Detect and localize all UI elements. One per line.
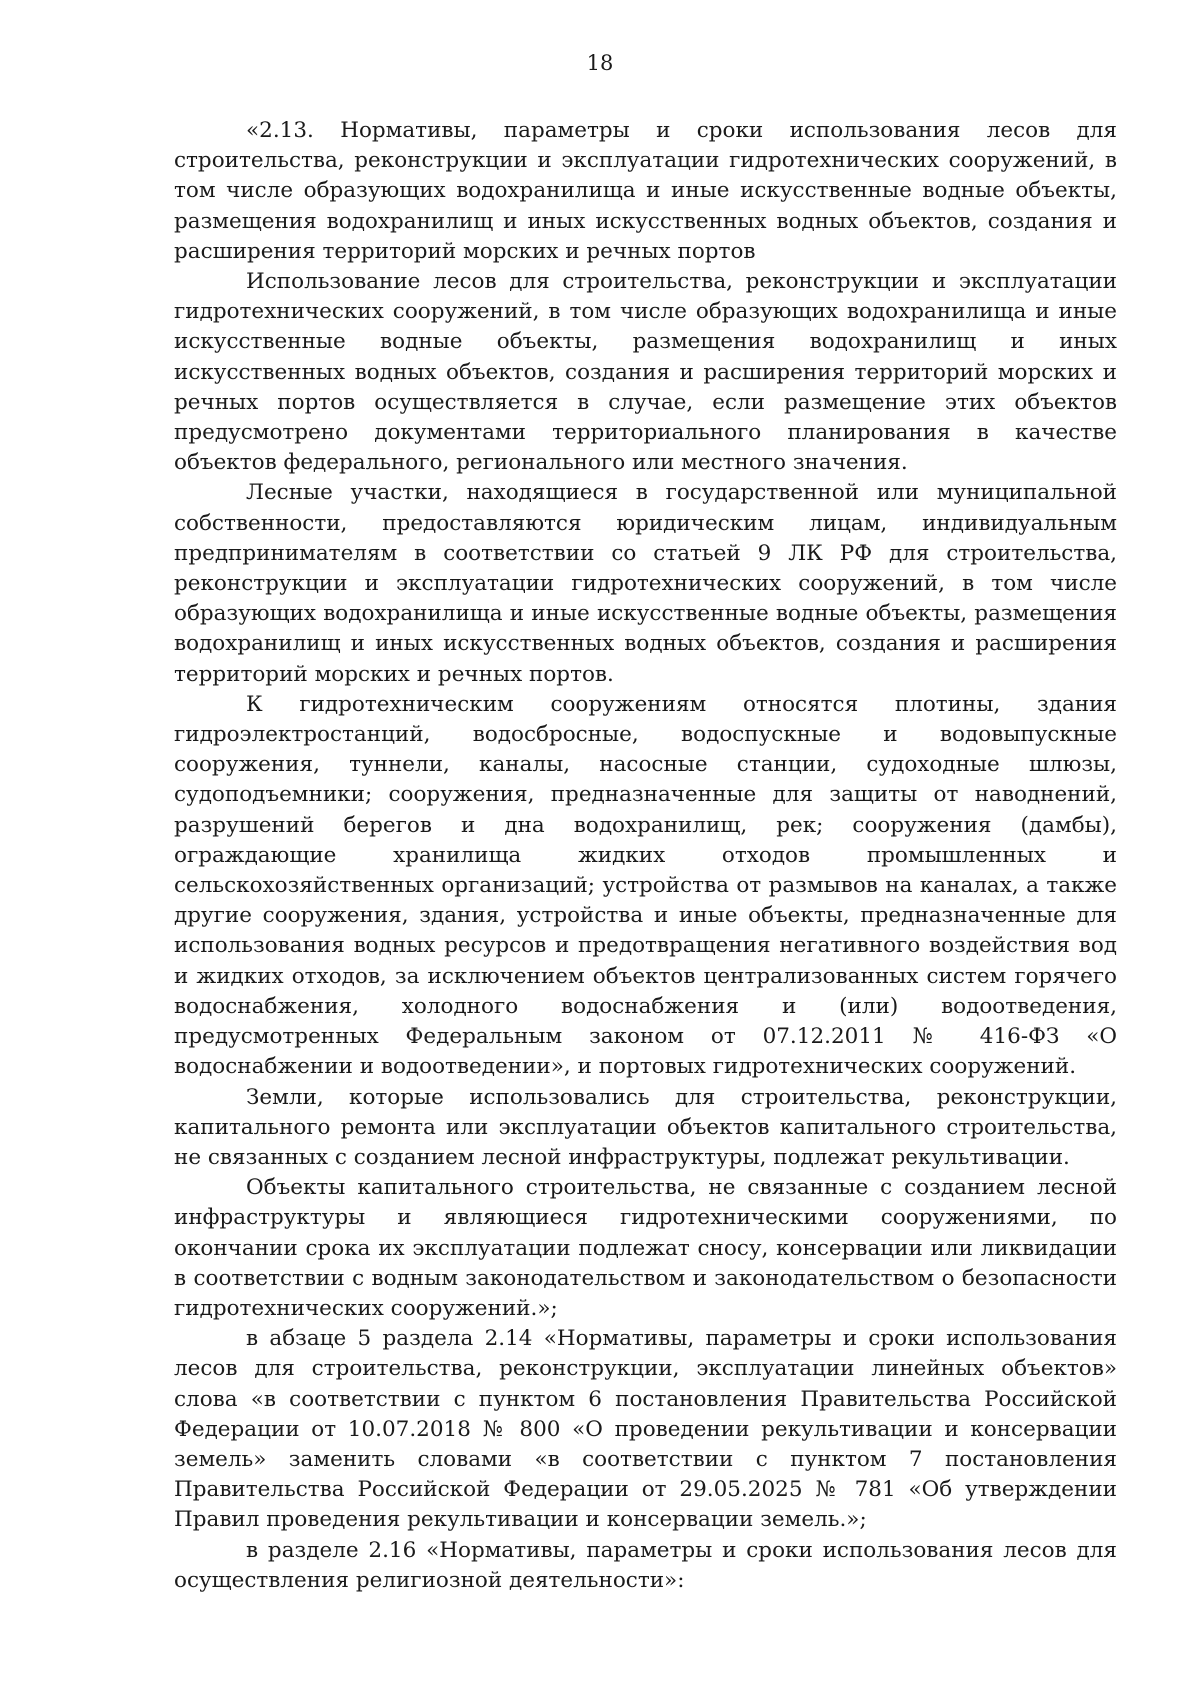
- paragraph-section-2-16-amendment: в разделе 2.16 «Нормативы, параметры и сроки использования лесов для осуществления религиозной деятельности»:: [174, 1537, 1117, 1593]
- paragraph-section-2-14-amendment: в абзаце 5 раздела 2.14 «Нормативы, параметры и сроки использования лесов для строительства, реконструкции, эксплуатации линейных объектов» слова «в соответствии с пунктом 6 постановления Правительства Российской Федерации от 10.07.2018 № 800 «О проведении рекультивации и консервации земель» заменить словами «в соответствии с пунктом 7 постановления Правительства Российской Федерации от 29.05.2025 № 781 «Об утверждении Правил проведения рекультивации и консервации земель.»;: [174, 1326, 1117, 1533]
- paragraph-demolition-conservation: Объекты капитального строительства, не связанные с созданием лесной инфраструктуры и являющиеся гидротехническими сооружениями, по окончании срока их эксплуатации подлежат сносу, консервации или ликвидации в соответствии с водным законодательством и законодательством о безопасности гидротехнических сооружений.»;: [174, 1175, 1117, 1321]
- page-number: 18: [586, 51, 614, 75]
- paragraph-hydraulic-structures-definition: К гидротехническим сооружениям относятся плотины, здания гидроэлектростанций, водосбросные, водоспускные и водовыпускные сооружения, туннели, каналы, насосные станции, судоходные шлюзы, судоподъемники; сооружения, предназначенные для защиты от наводнений, разрушений берегов и дна водохранилищ, рек; сооружения (дамбы), ограждающие хранилища жидких отходов промышленных и сельскохозяйственных организаций; устройства от размывов на каналах, а также другие сооружения, здания, устройства и иные объекты, предназначенные для использования водных ресурсов и предотвращения негативного воздействия вод и жидких отходов, за исключением объектов централизованных систем горячего водоснабжения, холодного водоснабжения и (или) водоотведения, предусмотренных Федеральным законом от 07.12.2011 № 416-ФЗ «О водоснабжении и водоотведении», и портовых гидротехнических сооружений.: [174, 691, 1117, 1080]
- paragraph-forest-use-conditions: Использование лесов для строительства, реконструкции и эксплуатации гидротехнических сооружений, в том числе образующих водохранилища и иные искусственные водные объекты, размещения водохранилищ и иных искусственных водных объектов, создания и расширения территорий морских и речных портов осуществляется в случае, если размещение этих объектов предусмотрено документами территориального планирования в качестве объектов федерального, регионального или местного значения.: [174, 269, 1117, 476]
- paragraph-land-reclamation: Земли, которые использовались для строительства, реконструкции, капитального ремонта или эксплуатации объектов капитального строительства, не связанных с созданием лесной инфраструктуры, подлежат рекультивации.: [174, 1084, 1117, 1170]
- section-2-13-heading: «2.13. Нормативы, параметры и сроки использования лесов для строительства, реконструкции и эксплуатации гидротехнических сооружений, в том числе образующих водохранилища и иные искусственные водные объекты, размещения водохранилищ и иных искусственных водных объектов, создания и расширения территорий морских и речных портов: [174, 118, 1117, 264]
- paragraph-land-plots-provision: Лесные участки, находящиеся в государственной или муниципальной собственности, предоставляются юридическим лицам, индивидуальным предпринимателям в соответствии со статьей 9 ЛК РФ для строительства, реконструкции и эксплуатации гидротехнических сооружений, в том числе образующих водохранилища и иные искусственные водные объекты, размещения водохранилищ и иных искусственных водных объектов, создания и расширения территорий морских и речных портов.: [174, 480, 1117, 687]
- document-body: [174, 116, 1117, 1596]
